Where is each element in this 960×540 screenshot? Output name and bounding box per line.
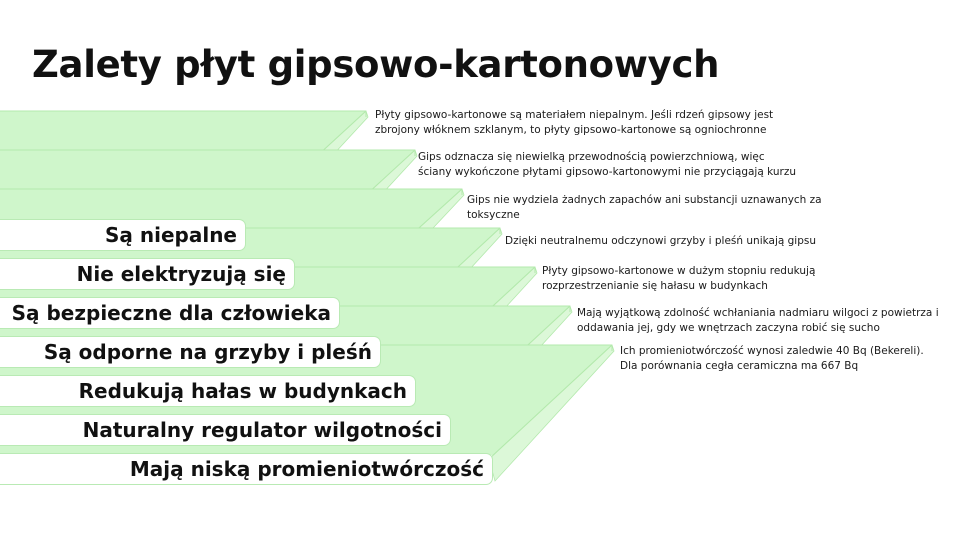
- step-label: Są bezpieczne dla człowieka: [0, 297, 340, 329]
- step-description: Płyty gipsowo-kartonowe w dużym stopniu redukują rozprzestrzenianie się hałasu w budynkach: [542, 265, 816, 292]
- slide-title: Zalety płyt gipsowo-kartonowych: [32, 43, 720, 86]
- step-description: Dzięki neutralnemu odczynowi grzyby i pleśń unikają gipsu: [505, 235, 817, 247]
- step-label: Naturalny regulator wilgotności: [0, 414, 451, 446]
- step-description: Gips odznacza się niewielką przewodnością powierzchniową, więc ściany wykończone płytami gipsowo-kartonowymi nie przyciągają kurzu: [418, 151, 797, 178]
- step-description: Gips nie wydziela żadnych zapachów ani substancji uznawanych za toksyczne: [467, 194, 822, 221]
- step-label: Nie elektryzują się: [0, 258, 295, 290]
- step-label: Redukują hałas w budynkach: [0, 375, 416, 407]
- step-description: Płyty gipsowo-kartonowe są materiałem niepalnym. Jeśli rdzeń gipsowy jest zbrojony włóknem szklanym, to płyty gipsowo-kartonowe są ogniochronne: [375, 109, 774, 136]
- step-label: Są niepalne: [0, 219, 246, 251]
- step-description: Ich promieniotwórczość wynosi zaledwie 40 Bq (Bekereli). Dla porównania cegła ceramiczna ma 667 Bq: [620, 345, 924, 372]
- step-label: Mają niską promieniotwórczość: [0, 453, 493, 485]
- step-label: Są odporne na grzyby i pleśń: [0, 336, 381, 368]
- step-description: Mają wyjątkową zdolność wchłaniania nadmiaru wilgoci z powietrza i oddawania jej, gdy we wnętrzach zaczyna robić się sucho: [577, 307, 939, 334]
